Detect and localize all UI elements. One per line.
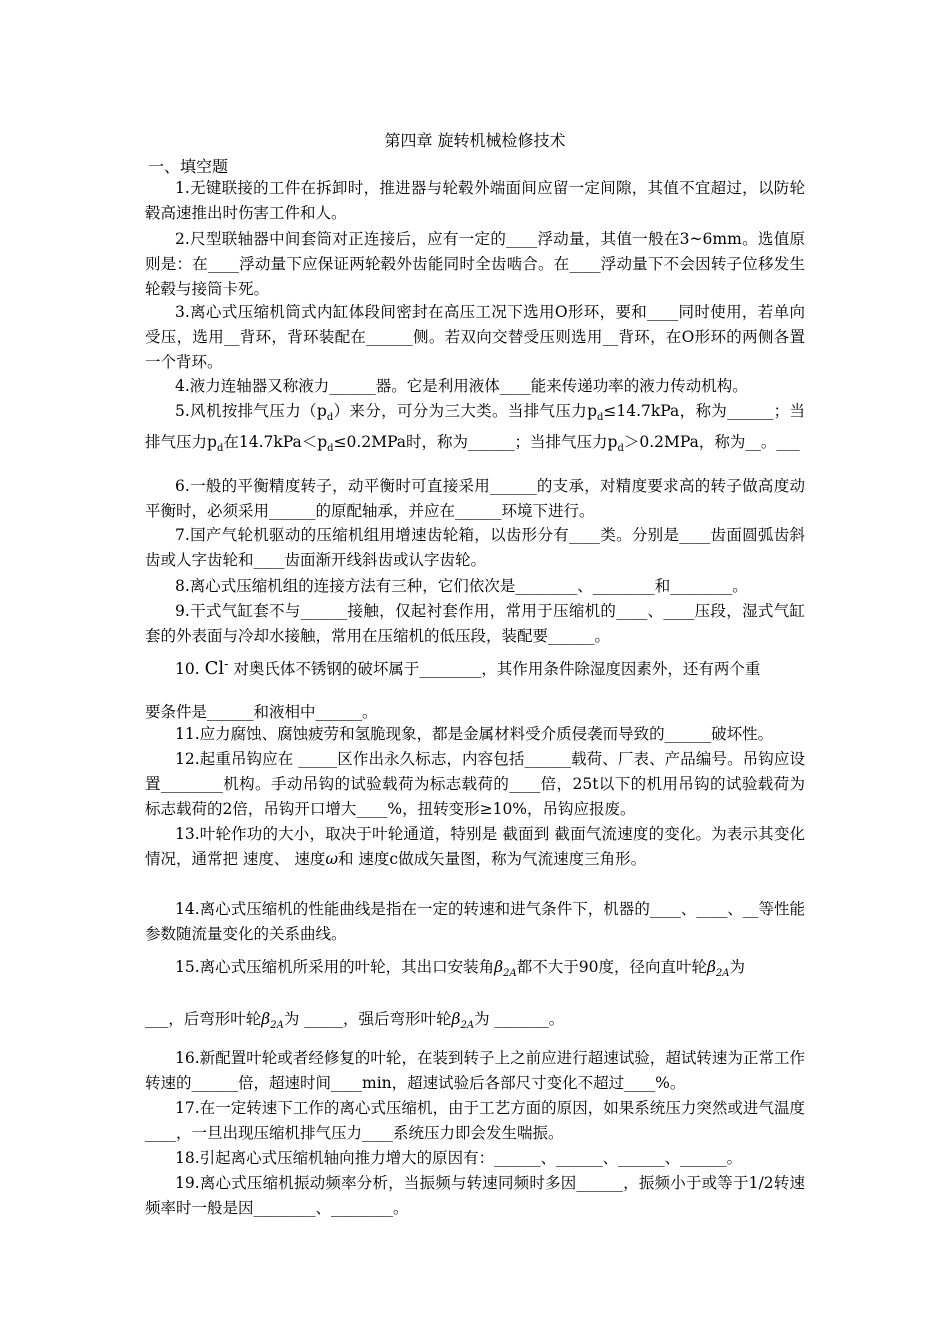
question-10: 10. Cl- 对奥氏体不锈钢的破坏属于________，其作用条件除湿度因素外，还有两个重 <box>175 657 761 680</box>
question-12: 12.起重吊钩应在 _____区作出永久标志，内容包括______载荷、厂表、产品编号。吊钩应设置________机构。手动吊钩的试验载荷为标志载荷的____倍，25t以下的机用吊钩的试验载荷为标志载荷的2倍，吊钩开口增大____%，扭转变形≥10%，吊钩应报废。 <box>145 750 805 818</box>
question-6: 6.一般的平衡精度转子，动平衡时可直接采用______的支承，对精度要求高的转子做高度动平衡时，必须采用______的原配轴承，并应在______环境下进行。 <box>145 477 805 520</box>
question-17: 17.在一定转速下工作的离心式压缩机，由于工艺方面的原因，如果系统压力突然或进气温度____，一旦出现压缩机排气压力____系统压力即会发生喘振。 <box>145 1099 805 1142</box>
question-2: 2.尺型联轴器中间套筒对正连接后，应有一定的____浮动量，其值一般在3~6mm。选值原则是：在____浮动量下应保证两轮毂外齿能同时全齿啮合。在____浮动量下不会因转子位移发生轮毂与接筒卡死。 <box>145 230 805 298</box>
question-1: 1.无键联接的工件在拆卸时，推进器与轮毂外端面间应留一定间隙，其值不宜超过，以防轮毂高速推出时伤害工件和人。 <box>145 179 805 222</box>
question-15: 15.离心式压缩机所采用的叶轮，其出口安装角$\beta_{2A}$都不大于90度，径向直叶轮$\beta_{2A}$为 <box>175 958 746 980</box>
question-18: 18.引起离心式压缩机轴向推力增大的原因有：______、______、______、______。 <box>175 1149 743 1167</box>
question-3: 3.离心式压缩机筒式内缸体段间密封在高压工况下选用O形环，要和____同时使用，若单向受压，选用__背环，背环装配在______侧。若双向交替受压则选用__背环，在O形环的两侧各置一个背环。 <box>145 303 805 371</box>
question-8: 8.离心式压缩机组的连接方法有三种，它们依次是________、________和________。 <box>175 577 748 595</box>
question-15-cont: ___，后弯形叶轮$\beta_{2A}$为 _____，强后弯形叶轮$\beta_{2A}$为 _______。 <box>145 1010 565 1032</box>
question-19: 19.离心式压缩机振动频率分析，当振频与转速同频时多因______，振频小于或等于1/2转速频率时一般是因________、________。 <box>145 1174 805 1217</box>
question-5: 5.风机按排气压力$(p_d)$来分，可分为三大类。当排气压力$p_d\le 14.7kPa$，称为______；当排气压力$p_d$在$14.7kPa<p_d\le 0.2MPa$时，称为______；当排气压力$p_d>0.2MPa$，称为__。___ <box>145 402 805 455</box>
question-16: 16.新配置叶轮或者经修复的叶轮，在装到转子上之前应进行超速试验，超试转速为正常工作转速的______倍，超速时间____min，超速试验后各部尺寸变化不超过____%。 <box>145 1049 805 1092</box>
question-13: 13.叶轮作功的大小，取决于叶轮通道，特别是 截面到 截面气流速度的变化。为表示其变化情况，通常把 速度、 速度ω和 速度c做成矢量图，称为气流速度三角形。 <box>145 825 805 868</box>
question-14: 14.离心式压缩机的性能曲线是指在一定的转速和进气条件下，机器的____、____、__等性能参数随流量变化的关系曲线。 <box>145 900 805 943</box>
chapter-title: 第四章 旋转机械检修技术 <box>384 131 566 150</box>
question-7: 7.国产气轮机驱动的压缩机组用增速齿轮箱，以齿形分有____类。分别是____齿面圆弧齿斜齿或人字齿轮和____齿面渐开线斜齿或认字齿轮。 <box>145 526 805 569</box>
question-4: 4.液力连轴器又称液力______器。它是利用液体____能来传递功率的液力传动机构。 <box>175 377 748 395</box>
section-heading: 一、填空题 <box>148 157 229 176</box>
question-9: 9.干式气缸套不与______接触，仅起衬套作用，常用于压缩机的____、____压段，湿式气缸套的外表面与冷却水接触，常用在压缩机的低压段，装配要______。 <box>145 602 805 645</box>
chloride-symbol: Cl <box>204 658 225 680</box>
omega-symbol: ω <box>325 850 338 868</box>
question-11: 11.应力腐蚀、腐蚀疲劳和氢脆现象，都是金属材料受介质侵袭而导致的______破坏性。 <box>175 725 774 743</box>
question-10-cont: 要条件是______和液相中______。 <box>145 703 378 721</box>
